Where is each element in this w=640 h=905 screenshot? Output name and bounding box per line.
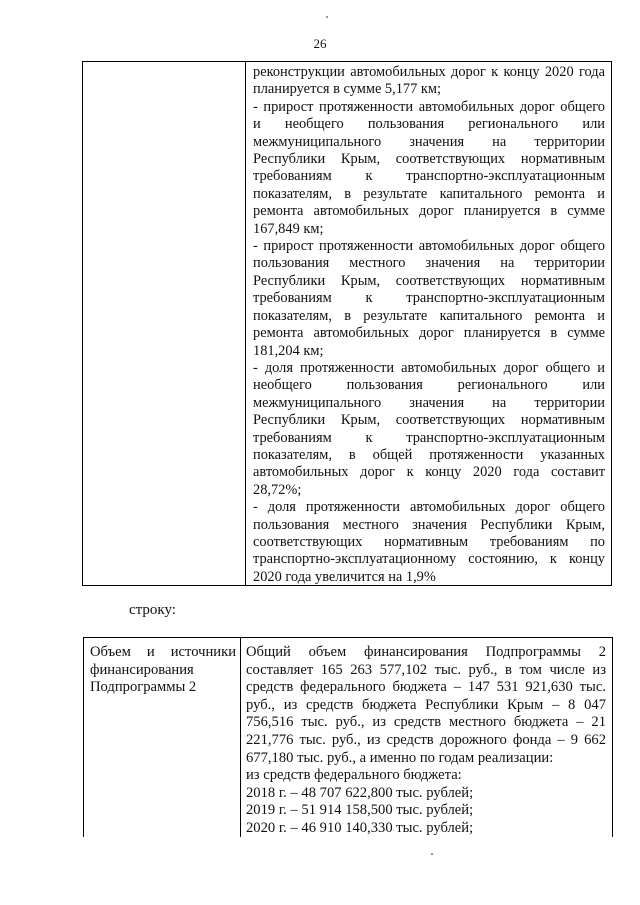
indicator-paragraph: - прирост протяженности автомобильных дорог общего и необщего пользования регионального или межмуниципального значения на территории Республики Крым, соответствующих нормативным требованиям к транспортно-эксплуатационным показателям, в результате капитального ремонта и ремонта автомобильных дорог планируется в сумме 167,849 км; [253,98,605,237]
year-line: 2018 г. – 48 707 622,800 тыс. рублей; [246,784,474,801]
indicator-paragraph: - доля протяженности автомобильных дорог общего и необщего пользования регионального или межмуниципального значения на территории Республики Крым, соответствующих нормативным требованиям к транспортно-эксплуатационным показателям, в общей протяженности указанных автомобильных дорог к концу 2020 года составит 28,72%; [253,359,605,498]
page-number: 26 [313,36,327,51]
year-line: 2020 г. – 46 910 140,330 тыс. рублей; [246,819,474,836]
replacement-label: строку: [129,602,176,618]
column-divider [240,638,241,837]
column-divider [245,62,246,585]
federal-budget-heading: из средств федерального бюджета: [246,767,462,784]
year-line: 2019 г. – 51 914 158,500 тыс. рублей; [246,802,474,819]
table-cell-financing [246,644,606,838]
financing-summary: Общий объем финансирования Подпрограммы 2 составляет 165 263 577,102 тыс. руб., в том числе из средств федерального бюджета – 147 531 921,630 тыс. руб., из средств бюджета Республики Крым – 8 047 756,516 тыс. руб., из средств местного бюджета – 21 221,776 тыс. руб., из средств дорожного фонда – 9 662 677,180 тыс. руб., а именно по годам реализации: [246,644,606,766]
scan-speck [431,853,433,855]
continuation-table [82,61,612,586]
indicator-paragraph: - доля протяженности автомобильных дорог общего пользования местного значения Республики Крым, соответствующих нормативным требованиям по транспортно-эксплуатационному состоянию, к концу 2020 года увеличится на 1,9% [253,499,605,585]
financing-table [83,637,613,837]
table-cell-indicators [253,64,605,586]
indicator-paragraph: - прирост протяженности автомобильных дорог общего пользования местного значения на территории Республики Крым, соответствующих нормативным требованиям к транспортно-эксплуатационным показателям, в результате капитального ремонта и ремонта автомобильных дорог планируется в сумме 181,204 км; [253,238,605,359]
table-cell-heading: Объем и источники финансирования Подпрограммы 2 [90,644,236,696]
scan-speck [326,16,328,18]
indicator-paragraph: реконструкции автомобильных дорог к концу 2020 года планируется в сумме 5,177 км; [253,64,605,98]
